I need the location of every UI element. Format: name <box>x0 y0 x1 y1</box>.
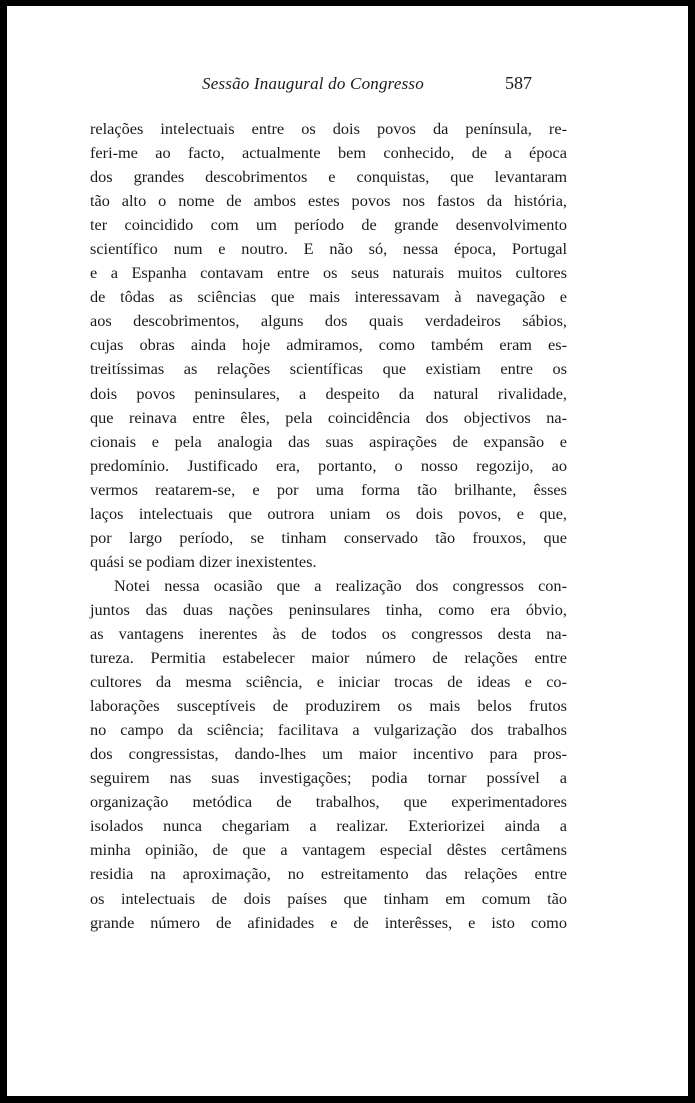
text-line: tão alto o nome de ambos estes povos nos fastos da história, <box>90 191 567 211</box>
text-line: organização metódica de trabalhos, que experimentadores <box>90 792 567 812</box>
text-line: por largo período, se tinham conservado tão frouxos, que <box>90 527 567 547</box>
text-line: relações intelectuais entre os dois povos da península, re- <box>90 119 567 138</box>
paragraph-1 <box>90 117 567 574</box>
text-line: isolados nunca chegariam a realizar. Exteriorizei ainda a <box>90 816 567 836</box>
text-line: no campo da sciência; facilitava a vulgarização dos trabalhos <box>90 720 567 740</box>
text-line: feri-me ao facto, actualmente bem conhecido, de a época <box>90 143 567 163</box>
text-line: minha opinião, de que a vantagem especial dêstes certâmens <box>90 840 567 860</box>
text-line: scientífico num e noutro. E não só, nessa época, Portugal <box>90 239 567 259</box>
text-line: que reinava entre êles, pela coincidência dos objectivos na- <box>90 407 567 427</box>
text-line: e a Espanha contavam entre os seus naturais muitos cultores <box>90 263 567 283</box>
text-line: os intelectuais de dois países que tinham em comum tão <box>90 888 567 908</box>
text-line: cujas obras ainda hoje admiramos, como também eram es- <box>90 335 567 355</box>
text-line: cionais e pela analogia das suas aspirações de expansão e <box>90 431 567 451</box>
text-line: dos grandes descobrimentos e conquistas, que levantaram <box>90 167 567 187</box>
text-line: treitíssimas as relações scientíficas que existiam entre os <box>90 359 567 379</box>
text-line: juntos das duas nações peninsulares tinha, como era óbvio, <box>90 599 567 619</box>
text-line: ter coincidido com um período de grande desenvolvimento <box>90 215 567 235</box>
text-line: tureza. Permitia estabelecer maior número de relações entre <box>90 648 567 668</box>
body-text <box>90 117 567 935</box>
text-line: quási se podiam dizer inexistentes. <box>90 551 317 571</box>
text-line: residia na aproximação, no estreitamento das relações entre <box>90 864 567 884</box>
text-line: vermos reatarem-se, e por uma forma tão brilhante, êsses <box>90 479 567 499</box>
page-header <box>7 74 688 102</box>
text-line: cultores da mesma sciência, e iniciar trocas de ideas e co- <box>90 672 567 692</box>
text-line: grande número de afinidades e de interêsses, e isto como <box>90 912 567 932</box>
text-line: laborações susceptíveis de produzirem os mais belos frutos <box>90 696 567 716</box>
text-line: Notei nessa ocasião que a realização dos congressos con- <box>114 575 567 595</box>
paragraph-2 <box>90 574 567 935</box>
text-line: seguirem nas suas investigações; podia tornar possível a <box>90 768 567 788</box>
text-line: de tôdas as sciências que mais interessavam à navegação e <box>90 287 567 307</box>
text-line: dos congressistas, dando-lhes um maior incentivo para pros- <box>90 744 567 764</box>
text-line: predomínio. Justificado era, portanto, o nosso regozijo, ao <box>90 455 567 475</box>
text-line: laços intelectuais que outrora uniam os dois povos, e que, <box>90 503 567 523</box>
running-title: Sessão Inaugural do Congresso <box>202 74 424 93</box>
text-line: aos descobrimentos, alguns dos quais verdadeiros sábios, <box>90 311 567 331</box>
page-number: 587 <box>505 73 532 93</box>
text-line: dois povos peninsulares, a despeito da natural rivalidade, <box>90 383 567 403</box>
book-page <box>7 6 688 1096</box>
text-line: as vantagens inerentes às de todos os congressos desta na- <box>90 623 567 643</box>
